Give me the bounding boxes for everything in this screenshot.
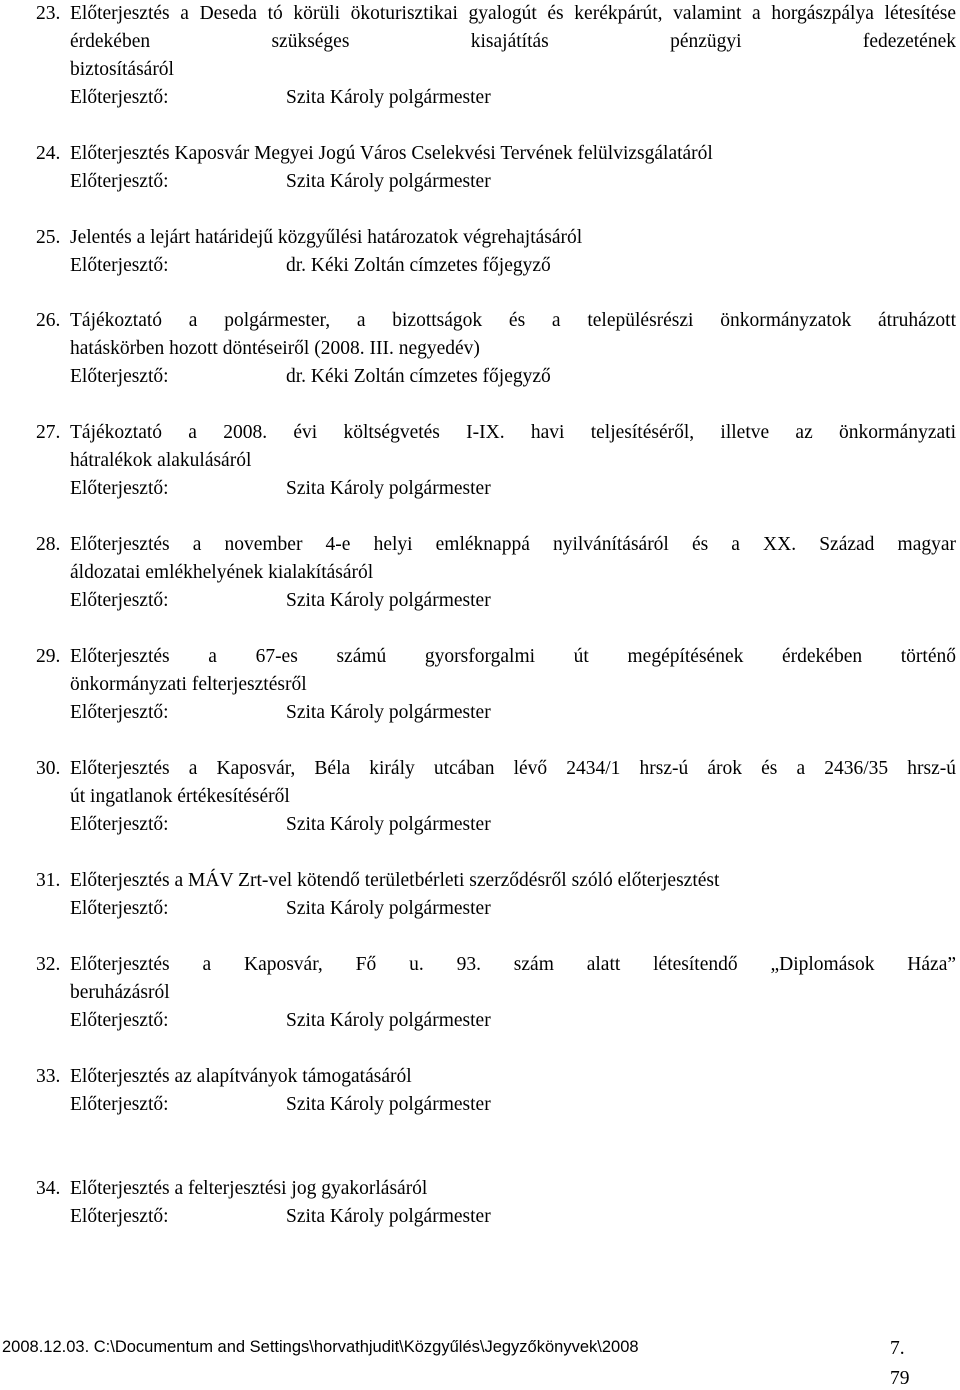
item-title-line: hátralékok alakulásáról bbox=[70, 450, 252, 471]
item-number: 24. bbox=[36, 143, 61, 164]
agenda-item-31 bbox=[28, 867, 956, 923]
item-number: 30. bbox=[36, 758, 61, 779]
agenda-item-29 bbox=[28, 643, 956, 727]
agenda-item-30 bbox=[28, 755, 956, 839]
presenter-name: Szita Károly polgármester bbox=[286, 898, 491, 919]
agenda-item-32 bbox=[28, 951, 956, 1035]
item-number: 31. bbox=[36, 870, 61, 891]
presenter-label: Előterjesztő: bbox=[70, 898, 169, 919]
presenter-name: Szita Károly polgármester bbox=[286, 814, 491, 835]
presenter-name: dr. Kéki Zoltán címzetes főjegyző bbox=[286, 366, 551, 387]
presenter-label: Előterjesztő: bbox=[70, 366, 169, 387]
footer-page-number: 7. bbox=[890, 1338, 905, 1359]
presenter-row bbox=[70, 699, 956, 727]
presenter-name: Szita Károly polgármester bbox=[286, 590, 491, 611]
presenter-label: Előterjesztő: bbox=[70, 478, 169, 499]
item-title-line: önkormányzati felterjesztésről bbox=[70, 674, 307, 695]
presenter-row bbox=[70, 1091, 956, 1119]
presenter-row bbox=[70, 1203, 956, 1231]
item-title-line: Előterjesztés a Kaposvár, Béla király utcában lévő 2434/1 hrsz-ú árok és a 2436/35 hrsz-ú bbox=[70, 758, 956, 779]
presenter-label: Előterjesztő: bbox=[70, 702, 169, 723]
item-title-line: út ingatlanok értékesítéséről bbox=[70, 786, 290, 807]
item-title-line: biztosításáról bbox=[70, 59, 174, 80]
item-title-line: Előterjesztés Kaposvár Megyei Jogú Város Cselekvési Tervének felülvizsgálatáról bbox=[70, 143, 713, 164]
item-title-line: Előterjesztés a november 4-e helyi emléknappá nyilvánításáról és a XX. Század magyar bbox=[70, 534, 956, 555]
item-title-line: Előterjesztés az alapítványok támogatásáról bbox=[70, 1066, 412, 1087]
presenter-name: Szita Károly polgármester bbox=[286, 478, 491, 499]
presenter-row bbox=[70, 895, 956, 923]
agenda-item-27 bbox=[28, 419, 956, 503]
item-title-line: Előterjesztés a felterjesztési jog gyakorlásáról bbox=[70, 1178, 428, 1199]
presenter-name: Szita Károly polgármester bbox=[286, 1010, 491, 1031]
item-number: 25. bbox=[36, 227, 61, 248]
presenter-name: Szita Károly polgármester bbox=[286, 1206, 491, 1227]
presenter-label: Előterjesztő: bbox=[70, 1206, 169, 1227]
presenter-row bbox=[70, 84, 956, 112]
agenda-item-26 bbox=[28, 307, 956, 391]
item-title-line: Előterjesztés a Kaposvár, Fő u. 93. szám alatt létesítendő „Diplomások Háza” bbox=[70, 954, 956, 975]
item-title-line: Tájékoztató a 2008. évi költségvetés I-IX. havi teljesítéséről, illetve az önkormányzati bbox=[70, 422, 956, 443]
item-number: 32. bbox=[36, 954, 61, 975]
presenter-label: Előterjesztő: bbox=[70, 590, 169, 611]
item-title-line: Előterjesztés a MÁV Zrt-vel kötendő területbérleti szerződésről szóló előterjesztést bbox=[70, 870, 720, 891]
presenter-row bbox=[70, 1007, 956, 1035]
presenter-name: dr. Kéki Zoltán címzetes főjegyző bbox=[286, 255, 551, 276]
agenda-item-25 bbox=[28, 224, 956, 280]
item-number: 34. bbox=[36, 1178, 61, 1199]
presenter-name: Szita Károly polgármester bbox=[286, 702, 491, 723]
presenter-label: Előterjesztő: bbox=[70, 255, 169, 276]
item-title-line: áldozatai emlékhelyének kialakításáról bbox=[70, 562, 374, 583]
item-title-line: hatáskörben hozott döntéseiről (2008. III. negyedév) bbox=[70, 338, 480, 359]
item-number: 27. bbox=[36, 422, 61, 443]
presenter-label: Előterjesztő: bbox=[70, 171, 169, 192]
presenter-name: Szita Károly polgármester bbox=[286, 171, 491, 192]
footer-page-total: 79 bbox=[890, 1368, 910, 1389]
item-number: 23. bbox=[36, 3, 61, 24]
presenter-label: Előterjesztő: bbox=[70, 1094, 169, 1115]
footer-file-path: 2008.12.03. C:\Documentum and Settings\horvathjudit\Közgyűlés\Jegyzőkönyvek\2008 bbox=[2, 1338, 639, 1356]
agenda-item-24 bbox=[28, 140, 956, 196]
item-number: 28. bbox=[36, 534, 61, 555]
presenter-name: Szita Károly polgármester bbox=[286, 87, 491, 108]
item-title-line: Előterjesztés a Deseda tó körüli ökoturisztikai gyalogút és kerékpárút, valamint a horgászpálya létesítése érdekében szükséges kisajátítás pénzügyi fedezetének bbox=[70, 3, 956, 52]
agenda-item-23 bbox=[28, 0, 956, 112]
item-number: 33. bbox=[36, 1066, 61, 1087]
item-title-line: Jelentés a lejárt határidejű közgyűlési határozatok végrehajtásáról bbox=[70, 227, 583, 248]
agenda-item-34 bbox=[28, 1175, 956, 1231]
presenter-row bbox=[70, 252, 956, 280]
presenter-row bbox=[70, 168, 956, 196]
item-title-line: Tájékoztató a polgármester, a bizottságok és a településrészi önkormányzatok átruházott bbox=[70, 310, 956, 331]
presenter-row bbox=[70, 475, 956, 503]
agenda-item-33 bbox=[28, 1063, 956, 1119]
agenda-item-28 bbox=[28, 531, 956, 615]
presenter-row bbox=[70, 587, 956, 615]
item-number: 29. bbox=[36, 646, 61, 667]
presenter-row bbox=[70, 811, 956, 839]
item-title-line: Előterjesztés a 67-es számú gyorsforgalmi út megépítésének érdekében történő bbox=[70, 646, 956, 667]
item-number: 26. bbox=[36, 310, 61, 331]
presenter-label: Előterjesztő: bbox=[70, 814, 169, 835]
item-title-line: beruházásról bbox=[70, 982, 170, 1003]
presenter-label: Előterjesztő: bbox=[70, 87, 169, 108]
presenter-row bbox=[70, 363, 956, 391]
presenter-label: Előterjesztő: bbox=[70, 1010, 169, 1031]
presenter-name: Szita Károly polgármester bbox=[286, 1094, 491, 1115]
